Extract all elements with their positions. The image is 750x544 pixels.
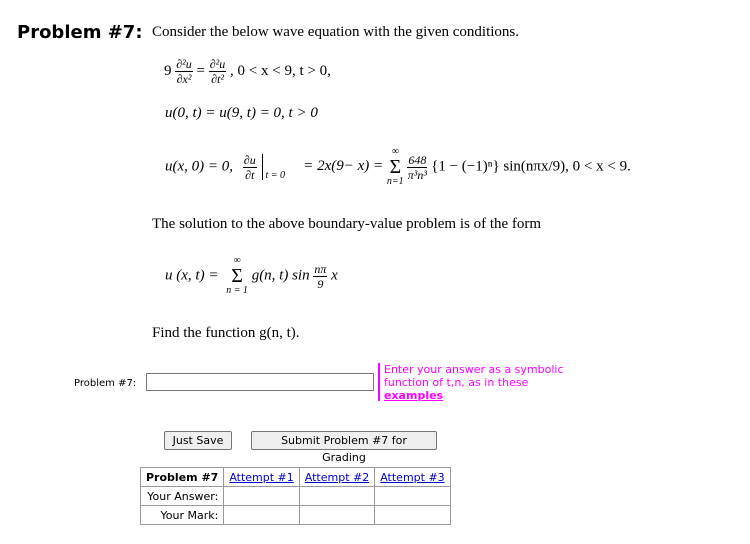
ic2-rhs: = 2x(9− x) = — [303, 158, 384, 175]
solution-fraction — [313, 263, 327, 290]
mark-cell-1 — [224, 506, 299, 525]
pde-equation: 9 $\frac{\text{∂²u}}{\text{∂x²}}$ = $\frac{\text{∂²u}}{\text{∂t²}}$ , 0 < x < 9, t > 0, — [164, 57, 331, 86]
answer-hint-text: Enter your answer as a symbolic function of t,n, as in these — [384, 363, 564, 389]
your-mark-label: Your Mark: — [141, 506, 224, 525]
solution-frac-den: 9 — [317, 276, 324, 291]
mark-cell-2 — [299, 506, 374, 525]
problem-intro: Consider the below wave equation with the given conditions. — [152, 24, 520, 40]
answer-label: Problem #7: — [74, 378, 137, 389]
solution-sum — [226, 256, 248, 296]
ic-coef-num: 648 — [408, 152, 427, 167]
ic1: u(x, 0) = 0, — [165, 158, 234, 175]
attempt-2-link[interactable]: Attempt #2 — [304, 470, 370, 484]
pde-lhs-den: ∂x² — [176, 72, 192, 86]
ic2-num: ∂u — [243, 152, 256, 167]
solution-var: x — [331, 267, 338, 284]
hint-marker — [378, 363, 380, 401]
attempt-3-cell — [375, 468, 450, 487]
problem-heading: Problem #7: — [17, 22, 143, 43]
ic-sum-top: ∞ — [391, 146, 399, 157]
attempts-header-row — [141, 468, 451, 487]
solution-sum-sigma: Σ — [231, 265, 243, 287]
answer-input[interactable] — [146, 373, 374, 391]
ic-series-sum — [387, 147, 404, 187]
attempt-2-cell — [299, 468, 374, 487]
attempt-1-cell — [224, 468, 299, 487]
initial-conditions — [165, 147, 631, 187]
pde-lhs-fraction — [175, 58, 193, 85]
solution-sum-bottom: n = 1 — [226, 285, 248, 296]
solution-frac-num: nπ — [314, 261, 327, 276]
pde-rhs-num: ∂²u — [209, 57, 226, 71]
pde-lhs-num: ∂²u — [176, 57, 192, 71]
pde-rhs-den: ∂t² — [211, 72, 224, 86]
ic2-fraction — [243, 154, 257, 181]
submit-button[interactable]: Submit Problem #7 for Grading — [251, 431, 437, 450]
answer-cell-1 — [224, 487, 299, 506]
ic2-eval: t = 0 — [265, 170, 285, 181]
attempt-1-link[interactable]: Attempt #1 — [229, 470, 294, 484]
solution-lhs: u (x, t) = — [165, 267, 219, 284]
ic-series-tail: {1 − (−1)ⁿ} sin(nπx/9), 0 < x < 9. — [431, 158, 631, 175]
boundary-conditions: u(0, t) = u(9, t) = 0, t > 0 — [165, 105, 318, 121]
mark-cell-3 — [375, 506, 450, 525]
pde-domain: , 0 < x < 9, t > 0, — [230, 62, 331, 79]
find-instruction: Find the function g(n, t). — [152, 325, 300, 341]
ic-coef-den: π³n³ — [407, 167, 427, 182]
solution-sum-top: ∞ — [233, 255, 241, 266]
attempt-3-link[interactable]: Attempt #3 — [380, 470, 445, 484]
pde-coefficient: 9 — [164, 62, 172, 79]
ic-sum-bottom: n=1 — [386, 176, 404, 187]
just-save-button[interactable]: Just Save — [164, 431, 232, 450]
solution-form — [165, 256, 338, 296]
ic-coefficient-fraction — [407, 154, 427, 181]
solution-intro: The solution to the above boundary-value problem is of the form — [152, 216, 542, 232]
ic-sum-sigma: Σ — [389, 156, 402, 178]
your-answer-label: Your Answer: — [141, 487, 224, 506]
answer-cell-3 — [375, 487, 450, 506]
attempts-table — [140, 467, 451, 525]
attempts-table-header: Problem #7 — [141, 468, 224, 487]
answer-cell-2 — [299, 487, 374, 506]
ic2-den: ∂t — [245, 167, 255, 182]
examples-link[interactable]: examples — [384, 389, 444, 402]
your-mark-row — [141, 506, 451, 525]
your-answer-row — [141, 487, 451, 506]
answer-hint — [384, 363, 574, 402]
pde-rhs-fraction — [209, 58, 227, 85]
solution-term: g(n, t) sin — [251, 267, 310, 284]
